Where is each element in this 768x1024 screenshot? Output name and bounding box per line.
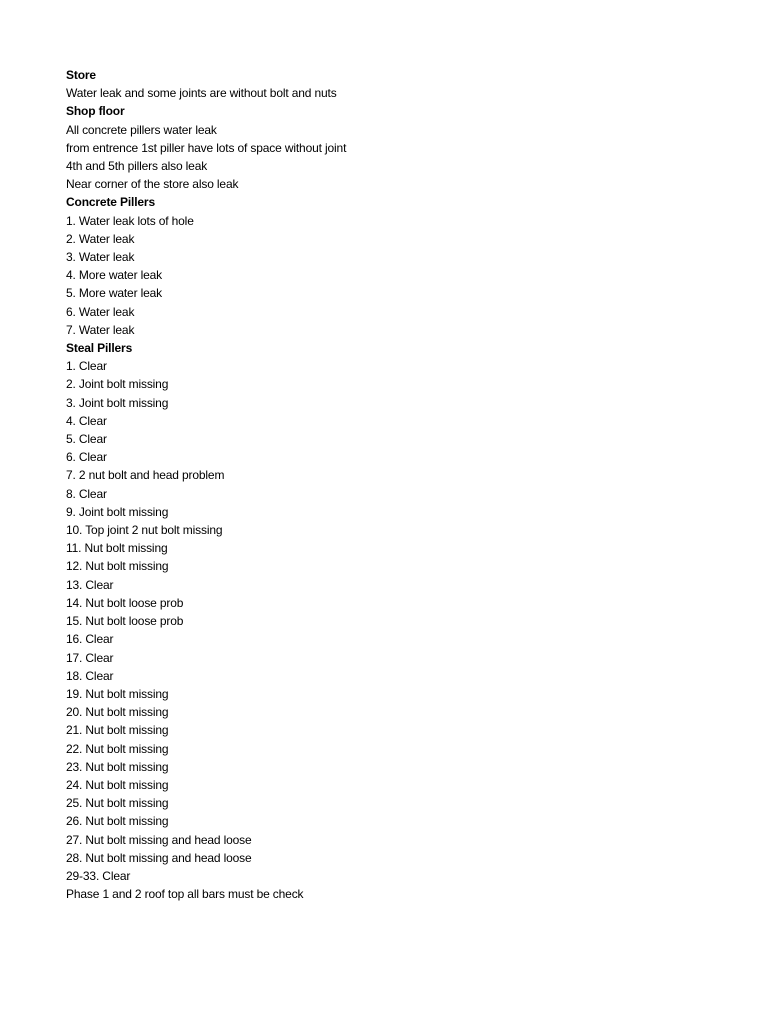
text-line: 17. Clear <box>66 650 114 665</box>
text-line: 22. Nut bolt missing <box>66 741 169 756</box>
text-line: 4th and 5th pillers also leak <box>66 159 208 174</box>
text-line: 27. Nut bolt missing and head loose <box>66 832 252 847</box>
text-line: 2. Water leak <box>66 231 135 246</box>
text-line: 5. Clear <box>66 432 107 447</box>
text-line: 4. More water leak <box>66 268 163 283</box>
text-line: 20. Nut bolt missing <box>66 705 169 720</box>
text-line: Water leak and some joints are without bolt and nuts <box>66 86 337 101</box>
text-line: All concrete pillers water leak <box>66 122 217 137</box>
text-line: 3. Joint bolt missing <box>66 395 169 410</box>
text-line: 26. Nut bolt missing <box>66 814 169 829</box>
text-line: 10. Top joint 2 nut bolt missing <box>66 523 223 538</box>
text-line: 15. Nut bolt loose prob <box>66 614 184 629</box>
section-heading: Store <box>66 68 96 82</box>
text-line: 29-33. Clear <box>66 868 131 883</box>
text-line: 3. Water leak <box>66 250 135 265</box>
text-line: 23. Nut bolt missing <box>66 759 169 774</box>
text-line: from entrence 1st piller have lots of space without joint <box>66 140 347 155</box>
text-line: 7. 2 nut bolt and head problem <box>66 468 225 483</box>
text-line: 6. Water leak <box>66 304 135 319</box>
text-line: 1. Clear <box>66 359 107 374</box>
text-line: 4. Clear <box>66 413 107 428</box>
text-line: 11. Nut bolt missing <box>66 541 168 556</box>
section-heading: Concrete Pillers <box>66 195 155 210</box>
text-line: 1. Water leak lots of hole <box>66 213 194 228</box>
text-line: Phase 1 and 2 roof top all bars must be check <box>66 887 304 902</box>
section-heading: Steal Pillers <box>66 341 133 356</box>
text-line: 25. Nut bolt missing <box>66 796 169 811</box>
text-line: 12. Nut bolt missing <box>66 559 169 574</box>
text-line: 2. Joint bolt missing <box>66 377 169 392</box>
text-line: 5. More water leak <box>66 286 163 301</box>
text-line: 6. Clear <box>66 450 107 465</box>
text-line: 19. Nut bolt missing <box>66 686 169 701</box>
text-line: 8. Clear <box>66 486 107 501</box>
text-line: 13. Clear <box>66 577 114 592</box>
text-line: 28. Nut bolt missing and head loose <box>66 850 252 865</box>
text-line: 21. Nut bolt missing <box>66 723 169 738</box>
section-heading: Shop floor <box>66 104 125 119</box>
text-line: 24. Nut bolt missing <box>66 777 169 792</box>
text-line: 16. Clear <box>66 632 114 647</box>
document-page <box>66 66 746 903</box>
text-line: 7. Water leak <box>66 322 135 337</box>
text-line: 14. Nut bolt loose prob <box>66 595 184 610</box>
text-line: 9. Joint bolt missing <box>66 504 169 519</box>
text-line: 18. Clear <box>66 668 114 683</box>
text-line: Near corner of the store also leak <box>66 177 239 192</box>
